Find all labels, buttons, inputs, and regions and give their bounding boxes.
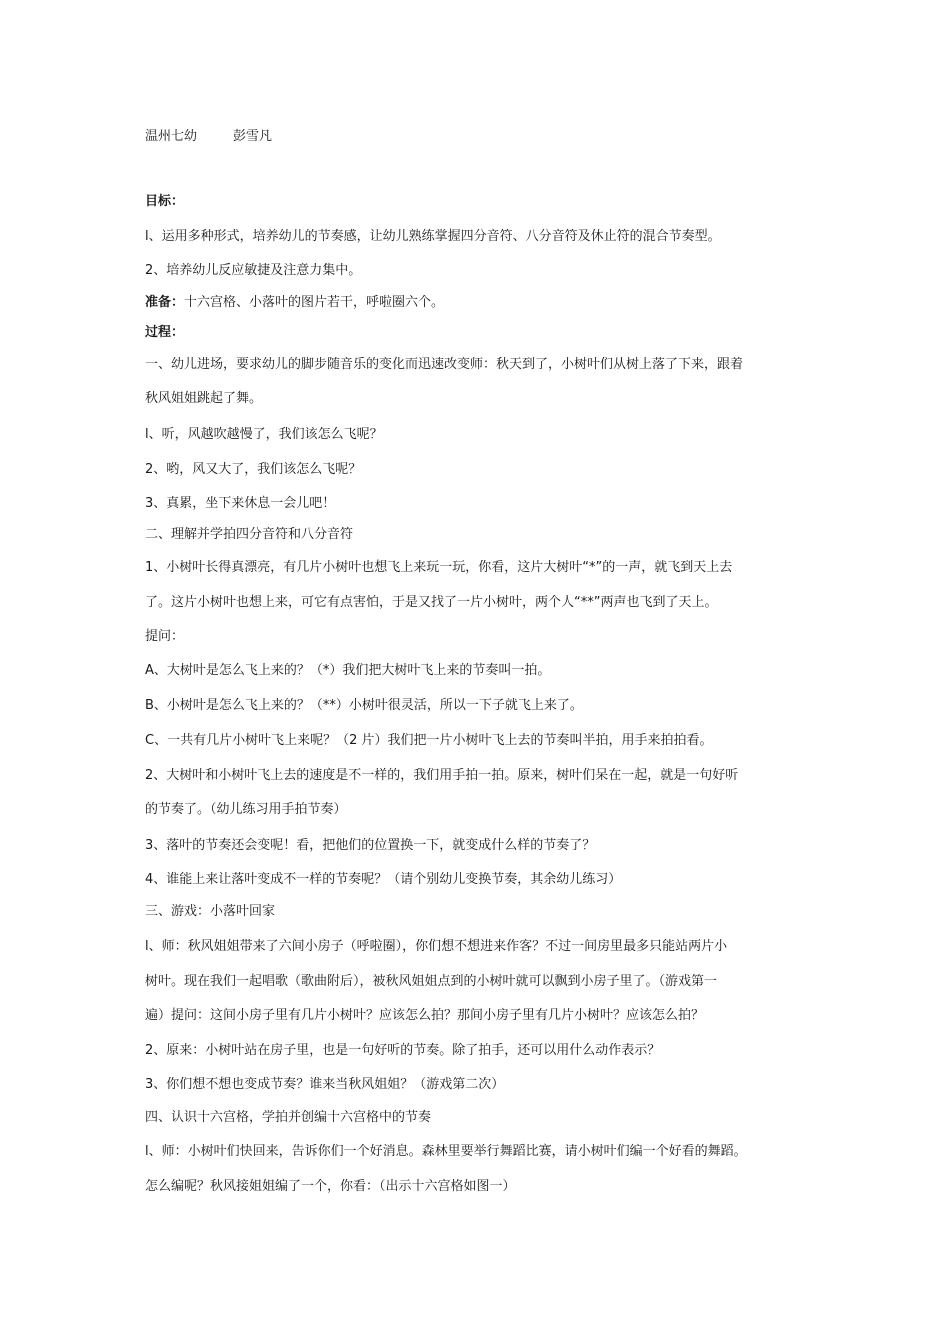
line-text: 秋风姐姐跳起了舞。: [145, 391, 263, 406]
section-process-heading: [145, 324, 815, 342]
paragraph-line: [145, 1042, 815, 1060]
line-text: 树叶。现在我们一起唱歌（歌曲附后），被秋风姐姐点到的小树叶就可以飘到小房子里了。（游戏第一: [145, 974, 718, 989]
paragraph-line: [145, 903, 815, 921]
paragraph-line: [145, 228, 815, 246]
paragraph-line: [145, 973, 815, 991]
author-line: [145, 128, 815, 146]
paragraph-line: [145, 559, 815, 577]
line-text: l、运用多种形式，培养幼儿的节奏感，让幼儿熟练掌握四分音符、八分音符及休止符的混合节奏型。: [145, 229, 721, 244]
paragraph-line: [145, 594, 815, 612]
line-text: 2、培养幼儿反应敏捷及注意力集中。: [145, 263, 362, 278]
line-text: 怎么编呢？秋风接姐姐编了一个，你看：（出示十六宫格如图一）: [145, 1179, 516, 1194]
paragraph-line: [145, 732, 815, 750]
paragraph-line: [145, 938, 815, 956]
line-text: 二、理解并学拍四分音符和八分音符: [145, 527, 354, 542]
line-text: 3、真累，坐下来休息一会儿吧！: [145, 496, 336, 511]
line-text: 4、谁能上来让落叶变成不一样的节奏呢？（请个别幼儿变换节奏，其余幼儿练习）: [145, 872, 622, 887]
paragraph-line: [145, 837, 815, 855]
line-text: C、一共有几片小树叶飞上来呢？（2 片）我们把一片小树叶飞上去的节奏叫半拍，用手来拍拍看。: [145, 733, 713, 748]
line-text: 2、哟，风又大了，我们该怎么飞呢？: [145, 462, 362, 477]
paragraph-line: [145, 461, 815, 479]
goal-label: 目标：: [145, 194, 185, 209]
paragraph-line: [145, 662, 815, 680]
line-text: l、师：秋风姐姐带来了六间小房子（呼啦圈），你们想不想进来作客？不过一间房里最多只能站两片小: [145, 939, 728, 954]
line-text: 2、大树叶和小树叶飞上去的速度是不一样的，我们用手拍一拍。原来，树叶们呆在一起，就是一句好听: [145, 768, 739, 783]
process-label: 过程：: [145, 325, 185, 340]
section-goal-heading: [145, 193, 815, 211]
line-text: 遍）提问：这间小房子里有几片小树叶？应该怎么拍？那间小房子里有几片小树叶？应该怎么拍？: [145, 1008, 705, 1023]
line-text: 三、游戏：小落叶回家: [145, 904, 276, 919]
paragraph-line: [145, 526, 815, 544]
paragraph-line: [145, 1178, 815, 1196]
prep-label: 准备：: [145, 295, 185, 310]
line-text: 3、落叶的节奏还会变呢！看，把他们的位置换一下，就变成什么样的节奏了？: [145, 838, 596, 853]
paragraph-line: [145, 767, 815, 785]
line-text: 了。这片小树叶也想上来，可它有点害怕，于是又找了一片小树叶，两个人“**”两声也飞到了天上。: [145, 595, 718, 610]
paragraph-line: [145, 697, 815, 715]
author-name: 彭雪凡: [233, 129, 273, 144]
section-prep-heading: [145, 294, 815, 312]
line-text: 四、认识十六宫格，学拍并创编十六宫格中的节奏: [145, 1110, 432, 1125]
paragraph-line: [145, 1007, 815, 1025]
paragraph-line: [145, 426, 815, 444]
line-text: A、大树叶是怎么飞上来的？（*）我们把大树叶飞上来的节奏叫一拍。: [145, 663, 551, 678]
line-text: B、小树叶是怎么飞上来的？（**）小树叶很灵活，所以一下子就飞上来了。: [145, 698, 583, 713]
paragraph-line: [145, 1109, 815, 1127]
paragraph-line: [145, 1143, 815, 1161]
paragraph-line: [145, 262, 815, 280]
paragraph-line: [145, 495, 815, 513]
line-text: 1、小树叶长得真漂亮，有几片小树叶也想飞上来玩一玩，你看，这片大树叶“*”的一声，就飞到天上去: [145, 560, 733, 575]
school-name: 温州七幼: [145, 129, 198, 144]
prep-text: 十六宫格、小落叶的图片若干，呼啦圈六个。: [184, 295, 445, 310]
line-text: l、师：小树叶们快回来，告诉你们一个好消息。森林里要举行舞蹈比赛，请小树叶们编一个好看的舞蹈。: [145, 1144, 747, 1159]
paragraph-line: [145, 801, 815, 819]
paragraph-line: [145, 628, 815, 646]
paragraph-line: [145, 871, 815, 889]
line-text: 一、幼儿进场，要求幼儿的脚步随音乐的变化而迅速改变师：秋天到了，小树叶们从树上落了下来，跟着: [145, 357, 744, 372]
paragraph-line: [145, 390, 815, 408]
line-text: l、听，风越吹越慢了，我们该怎么飞呢？: [145, 427, 383, 442]
line-text: 3、你们想不想也变成节奏？谁来当秋风姐姐？（游戏第二次）: [145, 1077, 505, 1092]
paragraph-line: [145, 1076, 815, 1094]
line-text: 2、原来：小树叶站在房子里，也是一句好听的节奏。除了拍手，还可以用什么动作表示？: [145, 1043, 661, 1058]
line-text: 提问：: [145, 629, 185, 644]
line-text: 的节奏了。（幼儿练习用手拍节奏）: [145, 802, 347, 817]
paragraph-line: [145, 356, 815, 374]
